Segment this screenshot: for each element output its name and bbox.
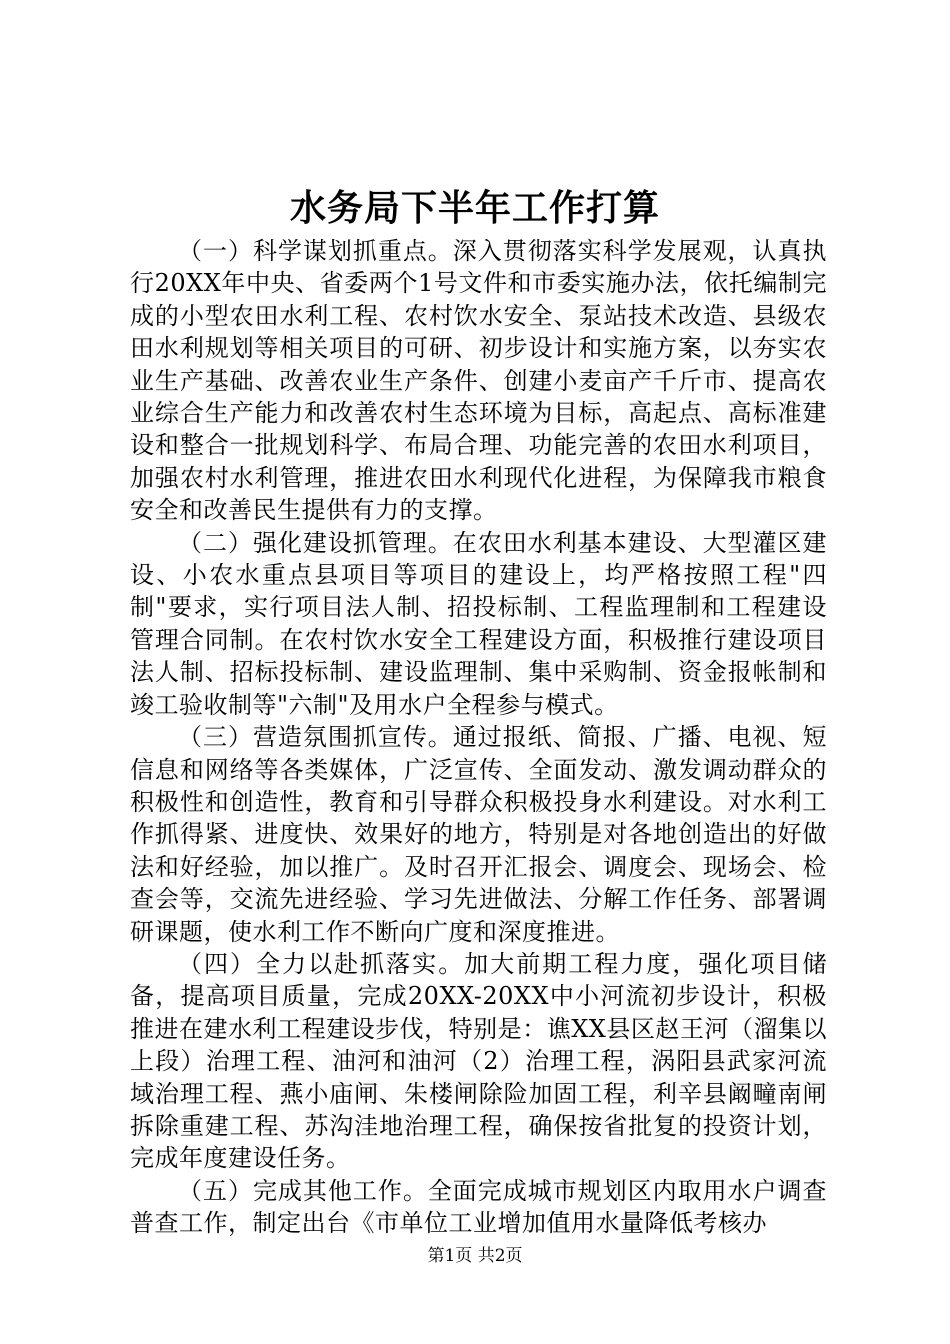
paragraph-3: （三）营造氛围抓宣传。通过报纸、简报、广播、电视、短信息和网络等各类媒体，广泛宣传、全面发动、激发调动群众的积极性和创造性，教育和引导群众积极投身水利建设。对水利工作抓得紧、进度快、效果好的地方，特别是对各地创造出的好做法和好经验，加以推广。及时召开汇报会、调度会、现场会、检查会等，交流先进经验、学习先进做法、分解工作任务、部署调研课题，使水利工作不断向广度和深度推进。 [130,723,827,946]
paragraph-4: （四）全力以赴抓落实。加大前期工程力度，强化项目储备，提高项目质量，完成20XX-20XX中小河流初步设计，积极推进在建水利工程建设步伐，特别是：谯XX县区赵王河（溜集以上段）治理工程、油河和油河（2）治理工程，涡阳县武家河流域治理工程、燕小庙闸、朱楼闸除险加固工程，利辛县阚疃南闸拆除重建工程、苏沟洼地治理工程，确保按省批复的投资计划，完成年度建设任务。 [130,949,827,1173]
page-footer: 第1页 共2页 [427,1246,523,1266]
paragraph-5: （五）完成其他工作。全面完成城市规划区内取用水户调查普查工作，制定出台《市单位工业增加值用水量降低考核办 [130,1176,827,1238]
document-title: 水务局下半年工作打算 [289,187,660,229]
document-body [130,235,827,1240]
paragraph-1: （一）科学谋划抓重点。深入贯彻落实科学发展观，认真执行20XX年中央、省委两个1号文件和市委实施办法，依托编制完成的小型农田水利工程、农村饮水安全、泵站技术改造、县级农田水利规划等相关项目的可研、初步设计和实施方案，以夯实农业生产基础、改善农业生产条件、创建小麦亩产千斤市、提高农业综合生产能力和改善农村生态环境为目标，高起点、高标准建设和整合一批规划科学、布局合理、功能完善的农田水利项目，加强农村水利管理，推进农田水利现代化进程，为保障我市粮食安全和改善民生提供有力的支撑。 [130,237,827,525]
paragraph-2: （二）强化建设抓管理。在农田水利基本建设、大型灌区建设、小农水重点县项目等项目的建设上，均严格按照工程"四制"要求，实行项目法人制、招投标制、工程监理制和工程建设管理合同制。在农村饮水安全工程建设方面，积极推行建设项目法人制、招标投标制、建设监理制、集中采购制、资金报帐制和竣工验收制等"六制"及用水户全程参与模式。 [130,528,827,719]
